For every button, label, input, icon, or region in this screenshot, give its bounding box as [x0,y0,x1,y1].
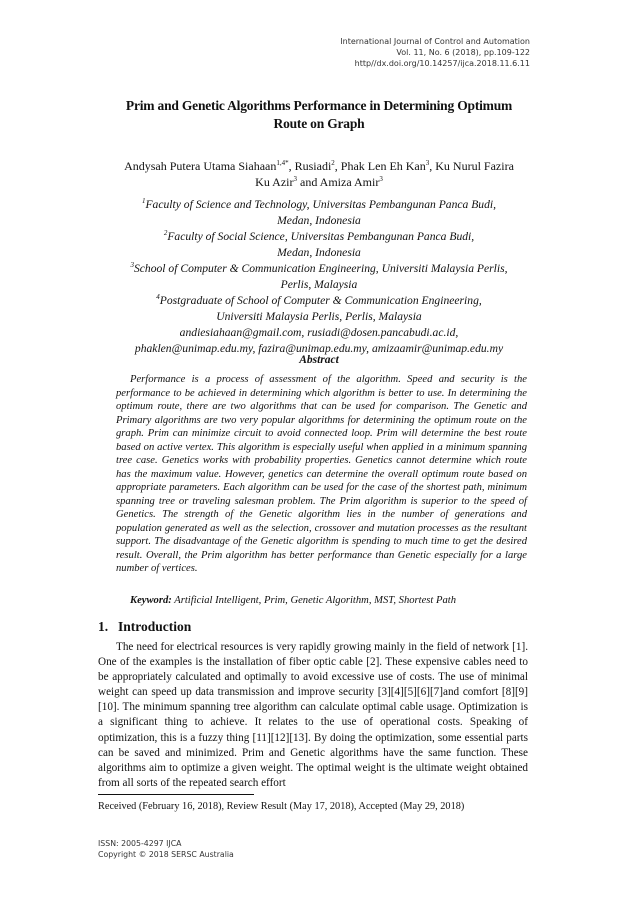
paper-title [0,97,638,133]
abstract-heading: Abstract [299,354,339,366]
section-title: Introduction [118,619,192,634]
footnote-dates: Received (February 16, 2018), Review Result (May 17, 2018), Accepted (May 29, 2018) [98,801,465,812]
affiliation-1-mark: 1 [141,197,146,205]
keywords-text: Artificial Intelligent, Prim, Genetic Algorithm, MST, Shortest Path [171,595,457,606]
author-line-1 [0,158,638,174]
affiliation-2-mark: 2 [163,229,168,237]
author-line-2 [0,174,638,190]
affiliation-3 [0,261,638,277]
affiliation-1 [0,197,638,213]
affiliation-2 [0,229,638,245]
affiliation-4-location: Universiti Malaysia Perlis, Perlis, Malaysia [216,310,422,323]
paper-title-line-2: Route on Graph [273,116,365,131]
affiliation-3-text: School of Computer & Communication Engineering, Universiti Malaysia Perlis, [133,262,508,275]
affiliations [0,197,638,357]
author-1-affil: 1,4* [276,159,289,167]
author-emails-line-1: andiesiahaan@gmail.com, rusiadi@dosen.pancabudi.ac.id, [179,326,459,339]
journal-volume: Vol. 11, No. 6 (2018), pp.109-122 [396,48,530,57]
affiliation-3-location: Perlis, Malaysia [280,278,358,291]
author-4-affil: 3 [293,175,297,183]
footer-copyright: Copyright © 2018 SERSC Australia [98,850,234,859]
journal-doi: http//dx.doi.org/10.14257/ijca.2018.11.6.11 [354,59,530,68]
author-emails-line-2: phaklen@unimap.edu.my, fazira@unimap.edu.my, amizaamir@unimap.edu.my [134,342,504,355]
abstract-text: Performance is a process of assessment of the algorithm. Speed and security is the performance to be achieved in determining which algorithm is better to use. In determining the optimum route, there are two algorithms that can be used for comparison. The Genetic and Primary algorithms are two very popular algorithms for determining the optimum route on the graph. Prim can minimize circuit to avoid connected loop. Prim will determine the best route based on active vertex. This algorithm is especially useful when applied in a minimum spanning tree case. Genetics works with probability properties. Genetics cannot determine which route has the maximum value. However, genetics can determine the overall optimum route based on appropriate parameters. Each algorithm can be used for the case of the shortest path, minimum spanning tree or traveling salesman problem. The Prim algorithm is superior to the speed of Genetics. The strength of the Genetic algorithm lies in the number of generations and population generated as well as the selection, crossover and mutation processes as the resultant support. The disadvantage of the Genetic algorithm is spending to much time to get the desired result. Overall, the Prim algorithm has better performance than Genetic especially for a large number of vertices. [116,374,527,574]
author-5: and Amiza Amir [297,175,380,189]
author-4: , Ku Nurul Fazira [429,159,514,173]
author-3: , Phak Len Eh Kan [334,159,426,173]
introduction-text: The need for electrical resources is very rapidly growing mainly in the field of network [1]. One of the examples is the installation of fiber optic cable [2]. These expensive cables need to be appropriately calculated and optimally to avoid excessive use of costs. The use of minimal weight can speed up data transmission and improve security [3][4][5][6][7]and comfort [8][9][10]. The minimum spanning tree algorithm can calculate optimal cable usage. Optimization is a significant thing to achieve. It relates to the use of operational costs. Speaking of optimization, this is a fuzzy thing [11][12][13]. By doing the optimization, some essential parts can be saved and minimized. Prim and Genetic algorithms have the same function. These algorithms aim to optimize a given weight. The optimal weight is the ultimate weight obtained from all sorts of the repeated search effort [98,641,528,789]
author-2-affil: 2 [331,159,335,167]
affiliation-4 [0,293,638,309]
page-footer [98,838,234,860]
author-2: , Rusiadi [288,159,332,173]
author-1: Andysah Putera Utama Siahaan [124,159,277,173]
paper-title-line-1: Prim and Genetic Algorithms Performance in Determining Optimum [125,98,513,113]
author-4-cont: Ku Azir [255,175,294,189]
affiliation-3-mark: 3 [130,261,134,269]
affiliation-1-location: Medan, Indonesia [277,214,361,227]
author-3-affil: 3 [425,159,430,167]
keywords-label: Keyword: [130,595,172,606]
section-number: 1. [98,619,109,634]
author-5-affil: 3 [379,175,383,183]
affiliation-4-text: Postgraduate of School of Computer & Communication Engineering, [159,294,482,307]
affiliation-2-text: Faculty of Social Science, Universitas Pembangunan Panca Budi, [167,230,475,243]
affiliation-2-location: Medan, Indonesia [277,246,361,259]
journal-name: International Journal of Control and Automation [340,37,530,46]
section-heading-introduction [98,619,191,635]
footer-issn: ISSN: 2005-4297 IJCA [98,839,182,848]
journal-header [340,36,530,69]
affiliation-4-mark: 4 [156,293,160,301]
keywords [130,594,530,608]
footnote-divider [98,794,254,795]
author-list [0,158,638,190]
affiliation-1-text: Faculty of Science and Technology, Universitas Pembangunan Panca Budi, [145,198,497,211]
